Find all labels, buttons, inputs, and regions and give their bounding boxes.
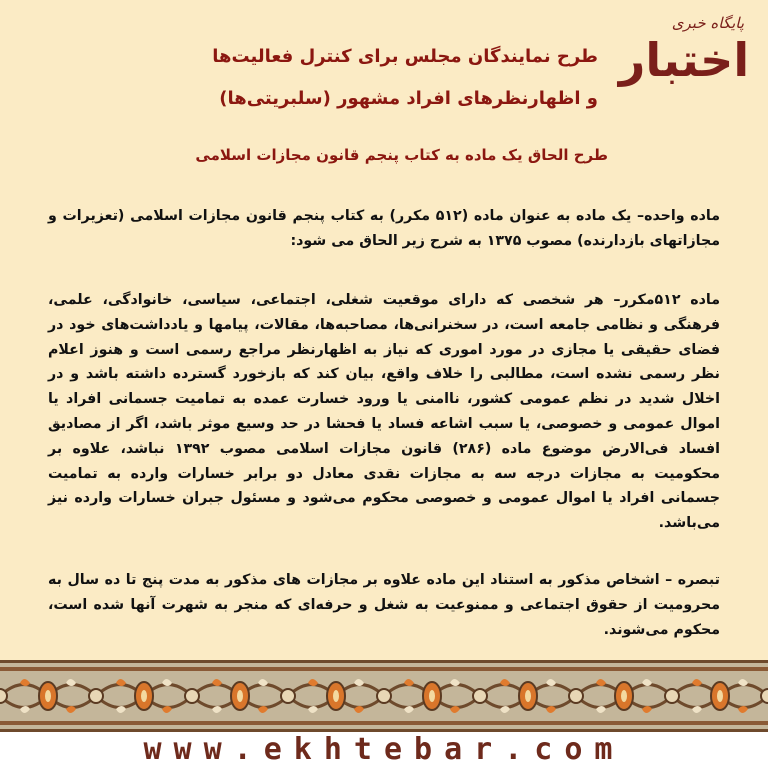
logo-subtitle: پایگاه خبری	[671, 14, 744, 32]
website-url[interactable]: www.ekhtebar.com	[0, 732, 768, 768]
decorative-border	[0, 660, 768, 732]
article-paragraph-2: ماده ۵۱۲مکرر– هر شخصی که دارای موقعیت شغلی، اجتماعی، سیاسی، خانوادگی، علمی، فرهنگی و نظامی جامعه است، در سخنرانی‌ها، مصاحبه‌ها، مقالات، پیامها و یادداشت‌های خود در فضای حقیقی یا مجازی در مورد اموری که نیاز به اظهارنظر مراجع رسمی است و هنوز اعلام نظر رسمی نشده است، مطالبی را خلاف واقع، بیان کند که بازخورد گسترده داشته باشد و در اخلال شدید در نظم عمومی کشور، ناامنی یا ورود خسارت عمده به تمامیت جسمانی افراد یا اموال عمومی و خصوصی، یا سبب اشاعه فساد یا فحشا در حد وسیع موثر باشد، اگر از مصادیق افساد فی‌الارض موضوع ماده (۲۸۶) قانون مجازات اسلامی مصوب ۱۳۹۲ نباشد، علاوه بر محکومیت به مجازات درجه سه به مجازات نقدی معادل دو برابر خسارات وارده به تمامیت جسمانی افراد یا اموال عمومی و خصوصی محکوم می‌شود و مسئول جبران خسارات وارده نیز می‌باشد.	[48, 292, 720, 532]
site-logo[interactable]	[614, 8, 754, 108]
page-title-line-1: طرح نمایندگان مجلس برای کنترل فعالیت‌ها	[212, 46, 598, 67]
page-title-line-2: و اظهارنظرهای افراد مشهور (سلبریتی‌ها)	[219, 88, 598, 109]
logo-wordmark: اختبار	[618, 33, 750, 87]
ornament-pattern-icon	[0, 663, 768, 729]
article-paragraph-1: ماده واحده– یک ماده به عنوان ماده (۵۱۲ مکرر) به کتاب پنجم قانون مجازات اسلامی (تعزیرات و مجازاتهای بازدارنده) مصوب ۱۳۷۵ به شرح زیر الحاق می شود:	[48, 208, 720, 249]
section-heading: طرح الحاق یک ماده به کتاب پنجم قانون مجازات اسلامی	[195, 146, 608, 164]
article-paragraph-3: تبصره – اشخاص مذکور به استناد این ماده علاوه بر مجازات های مذکور به مدت پنج تا ده سال به محرومیت از حقوق اجتماعی و ممنوعیت به شغل و حرفه‌ای که منجر به شهرت آنها شده است، محکوم می‌شوند.	[48, 572, 720, 638]
